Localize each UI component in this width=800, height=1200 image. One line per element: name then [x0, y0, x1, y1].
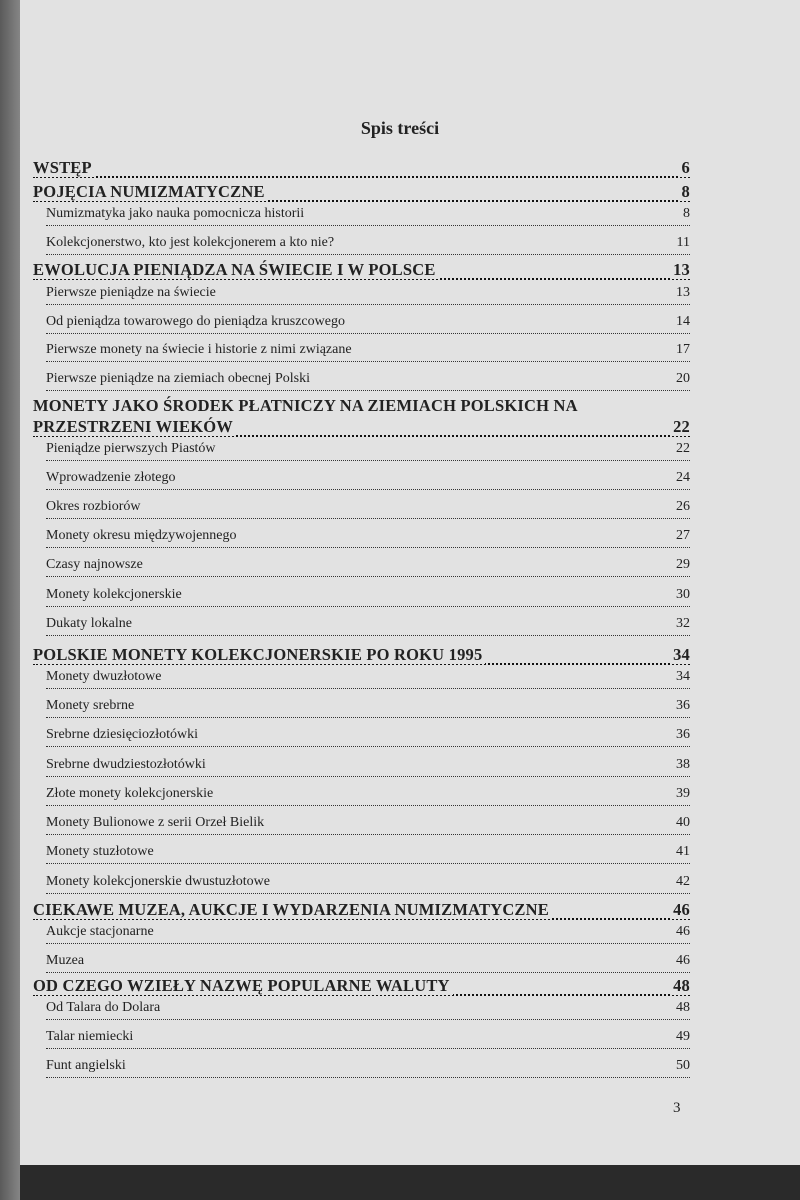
toc-subsection	[46, 1029, 690, 1051]
toc-entry-title: Złote monety kolekcjonerskie	[46, 786, 216, 801]
toc-entry-title: Wprowadzenie złotego	[46, 470, 178, 485]
toc-page-number: 34	[673, 669, 690, 684]
toc-entry-title: Pieniądze pierwszych Piastów	[46, 441, 219, 456]
toc-entry-title: MONETY JAKO ŚRODEK PŁATNICZY NA ZIEMIACH POLSKICH NA	[33, 396, 581, 415]
toc-subsection	[46, 587, 690, 609]
toc-page-number: 42	[673, 874, 690, 889]
toc-page-number: 24	[673, 470, 690, 485]
toc-entry-title: OD CZEGO WZIEŁY NAZWĘ POPULARNE WALUTY	[33, 976, 453, 995]
toc-subsection	[46, 528, 690, 550]
toc-page-number: 41	[673, 844, 690, 859]
toc-entry-title: Srebrne dziesięciozłotówki	[46, 727, 201, 742]
toc-page-number: 17	[673, 342, 690, 357]
toc-entry-title: Kolekcjonerstwo, kto jest kolekcjonerem a kto nie?	[46, 235, 337, 250]
toc-page-number: 11	[674, 235, 690, 250]
toc-page-number: 48	[670, 976, 690, 995]
toc-page-number: 49	[673, 1029, 690, 1044]
toc-page-number: 34	[670, 645, 690, 664]
toc-page-number: 30	[673, 587, 690, 602]
toc-page-number: 36	[673, 727, 690, 742]
toc-subsection	[46, 669, 690, 691]
toc-subsection	[46, 815, 690, 837]
toc-subsection	[46, 441, 690, 463]
toc-entry-title: WSTĘP	[33, 158, 95, 177]
toc-page-number: 13	[673, 285, 690, 300]
toc-page-number: 14	[673, 314, 690, 329]
toc-subsection	[46, 342, 690, 364]
page-title: Spis treści	[360, 118, 440, 138]
toc-section-heading	[33, 182, 690, 204]
toc-entry-title: Od Talara do Dolara	[46, 1000, 163, 1015]
toc-entry-title: Numizmatyka jako nauka pomocnicza historii	[46, 206, 307, 221]
toc-page-number: 48	[673, 1000, 690, 1015]
toc-entry-title: Funt angielski	[46, 1058, 129, 1073]
toc-entry-title: Okres rozbiorów	[46, 499, 143, 514]
toc-entry-title: Monety dwuzłotowe	[46, 669, 164, 684]
toc-subsection	[46, 698, 690, 720]
toc-page-number: 36	[673, 698, 690, 713]
toc-subsection	[46, 557, 690, 579]
toc-section-heading	[33, 158, 690, 180]
toc-page-number: 32	[673, 616, 690, 631]
toc-leader-dots	[46, 615, 690, 636]
toc-page-number: 13	[670, 260, 690, 279]
toc-entry-title: Pierwsze pieniądze na ziemiach obecnej Polski	[46, 371, 313, 386]
toc-entry-title: Pierwsze pieniądze na świecie	[46, 285, 219, 300]
toc-section-heading	[33, 900, 690, 922]
toc-page-number: 46	[673, 924, 690, 939]
toc-entry-title: Monety stuzłotowe	[46, 844, 157, 859]
toc-subsection	[46, 206, 690, 228]
toc-entry-title: Aukcje stacjonarne	[46, 924, 157, 939]
toc-subsection	[46, 844, 690, 866]
toc-leader-dots	[46, 1028, 690, 1049]
toc-entry-title: Monety okresu międzywojennego	[46, 528, 240, 543]
toc-subsection	[46, 499, 690, 521]
toc-page-number: 22	[670, 417, 690, 436]
toc-entry-title: Monety kolekcjonerskie	[46, 587, 185, 602]
toc-page-number: 38	[673, 757, 690, 772]
toc-page-number: 22	[673, 441, 690, 456]
toc-entry-title: Talar niemiecki	[46, 1029, 136, 1044]
toc-leader-dots	[46, 697, 690, 718]
toc-entry-title: Monety srebrne	[46, 698, 137, 713]
toc-subsection	[46, 1000, 690, 1022]
book-spine-shadow	[0, 0, 22, 1200]
toc-subsection	[46, 786, 690, 808]
toc-entry-title: POLSKIE MONETY KOLEKCJONERSKIE PO ROKU 1995	[33, 645, 485, 664]
toc-subsection	[46, 371, 690, 393]
toc-subsection	[46, 757, 690, 779]
toc-subsection	[46, 314, 690, 336]
toc-section-heading	[33, 260, 690, 282]
toc-leader-dots	[33, 156, 690, 178]
toc-entry-title: Pierwsze monety na świecie i historie z nimi związane	[46, 342, 355, 357]
toc-page-number: 46	[670, 900, 690, 919]
toc-subsection	[46, 874, 690, 896]
toc-entry-title: Monety Bulionowe z serii Orzeł Bielik	[46, 815, 267, 830]
toc-leader-dots	[46, 952, 690, 973]
toc-section-heading	[33, 417, 690, 439]
toc-leader-dots	[46, 1057, 690, 1078]
toc-entry-title: Muzea	[46, 953, 87, 968]
toc-page-number: 6	[679, 158, 690, 177]
toc-page-number: 8	[680, 206, 690, 221]
toc-page-number: 20	[673, 371, 690, 386]
toc-subsection	[46, 1058, 690, 1080]
toc-section-heading	[33, 645, 690, 667]
toc-entry-title: POJĘCIA NUMIZMATYCZNE	[33, 182, 268, 201]
toc-page-number: 46	[673, 953, 690, 968]
toc-entry-title: EWOLUCJA PIENIĄDZA NA ŚWIECIE I W POLSCE	[33, 260, 439, 279]
toc-page-number: 50	[673, 1058, 690, 1073]
toc-entry-title: Srebrne dwudziestozłotówki	[46, 757, 209, 772]
toc-subsection	[46, 953, 690, 975]
table-surface	[20, 1165, 800, 1200]
toc-subsection	[46, 727, 690, 749]
toc-page-number: 40	[673, 815, 690, 830]
toc-page-number: 8	[679, 182, 690, 201]
toc-page-number: 39	[673, 786, 690, 801]
toc-entry-title: Czasy najnowsze	[46, 557, 146, 572]
toc-entry-title: Dukaty lokalne	[46, 616, 135, 631]
page-number: 3	[673, 1100, 681, 1116]
toc-section-heading	[33, 976, 690, 998]
toc-subsection	[46, 924, 690, 946]
toc-subsection	[46, 285, 690, 307]
toc-subsection	[46, 616, 690, 638]
toc-entry-title: Monety kolekcjonerskie dwustuzłotowe	[46, 874, 273, 889]
toc-entry-title: PRZESTRZENI WIEKÓW	[33, 417, 236, 436]
toc-page-number: 29	[673, 557, 690, 572]
toc-entry-title: CIEKAWE MUZEA, AUKCJE I WYDARZENIA NUMIZMATYCZNE	[33, 900, 552, 919]
toc-subsection	[46, 470, 690, 492]
toc-page-number: 27	[673, 528, 690, 543]
toc-entry-title: Od pieniądza towarowego do pieniądza kruszcowego	[46, 314, 348, 329]
toc-subsection	[46, 235, 690, 257]
toc-page-number: 26	[673, 499, 690, 514]
